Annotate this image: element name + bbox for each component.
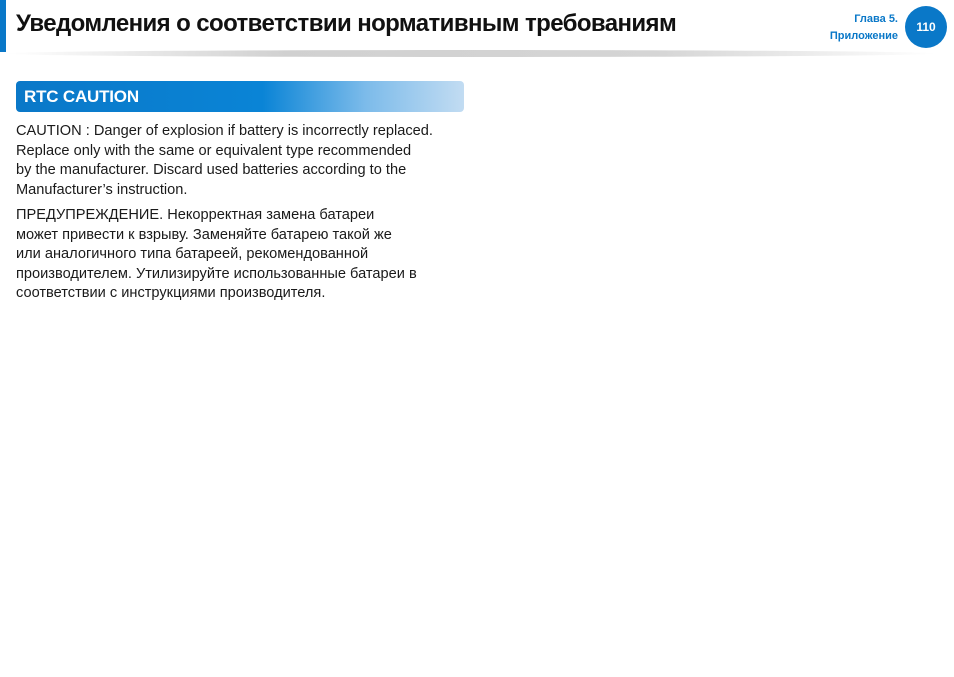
paragraph-line: может привести к взрыву. Заменяйте батарею такой же	[16, 226, 392, 243]
paragraph-line: by the manufacturer. Discard used batteries according to the	[16, 162, 407, 178]
section-title: RTC CAUTION	[24, 87, 139, 106]
page-number-badge: 110	[905, 6, 947, 48]
paragraph-line: ПРЕДУПРЕЖДЕНИЕ. Некорректная замена батареи	[16, 207, 375, 223]
caution-english-paragraph	[16, 122, 456, 200]
caution-russian-paragraph	[16, 206, 456, 304]
header-accent-bar	[0, 0, 6, 52]
paragraph-line: соответствии с инструкциями производителя.	[16, 285, 326, 301]
paragraph-line: Manufacturer’s instruction.	[16, 181, 188, 198]
paragraph-line: производителем. Утилизируйте использованные батареи в	[16, 265, 417, 282]
page-title: Уведомления о соответствии нормативным требованиям	[16, 10, 677, 37]
paragraph-line: CAUTION : Danger of explosion if battery is incorrectly replaced.	[16, 123, 433, 139]
section-header	[16, 81, 464, 112]
chapter-number: Глава 5.	[854, 13, 898, 25]
chapter-name: Приложение	[829, 30, 898, 42]
paragraph-line: или аналогичного типа батареей, рекомендованной	[16, 246, 369, 262]
paragraph-line: Replace only with the same or equivalent type recommended	[16, 142, 412, 159]
chapter-label	[830, 11, 898, 45]
header-divider	[6, 50, 936, 57]
